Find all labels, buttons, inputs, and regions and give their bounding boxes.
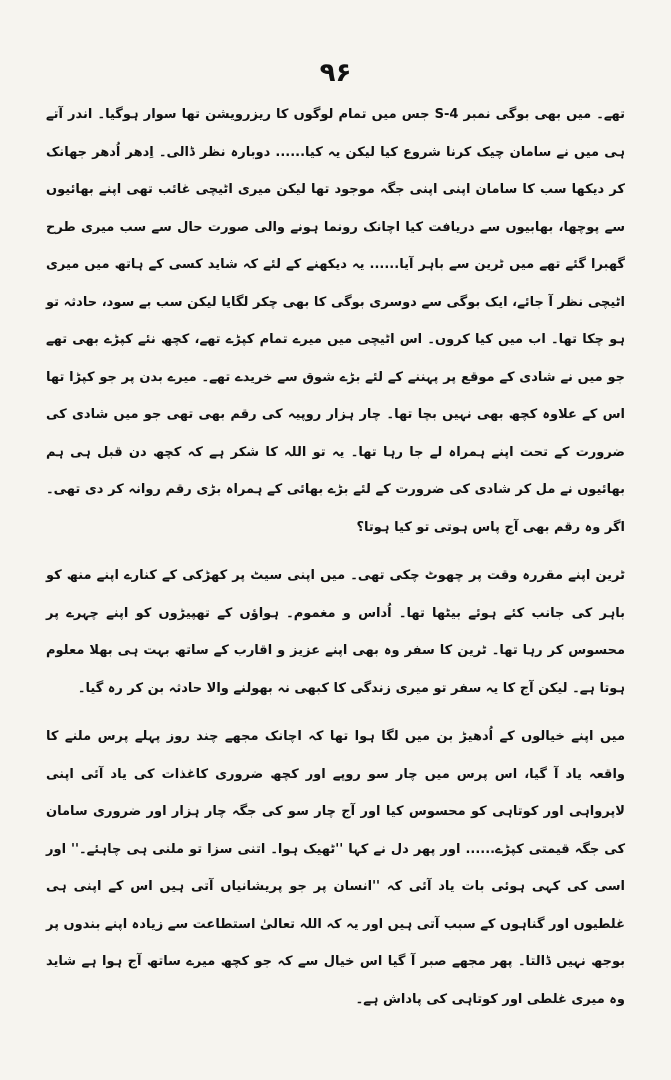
body-text bbox=[46, 96, 625, 1018]
paragraph-2: ٹرین اپنے مقررہ وقت پر چھوٹ چکی تھی۔ میں اپنی سیٹ پر کھڑکی کے کنارے اپنے منھ کو باہر کی جانب کئے ہوئے بیٹھا تھا۔ اُداس و مغموم۔ ہواؤں کے تھپیڑوں کو اپنے چہرے پر محسوس کر رہا تھا۔ ٹرین کا سفر وہ بھی اپنے عزیز و اقارب کے ساتھ بہت ہی بھلا معلوم ہوتا ہے۔ لیکن آج کا یہ سفر تو میری زندگی کا کبھی نہ بھولنے والا حادثہ بن کر رہ گیا۔ bbox=[46, 568, 625, 696]
page-number: ۹۶ bbox=[319, 58, 352, 88]
paragraph-3: میں اپنے خیالوں کے اُدھیڑ بن میں لگا ہوا تھا کہ اچانک مجھے چند روز پہلے پرس ملنے کا واقعہ یاد آ گیا، اس پرس میں چار سو روپے اور کچھ ضروری کاغذات کی یاد آئی اپنی لاپرواہی اور کوتاہی کو محسوس کیا اور آج چار سو کی جگہ چار ہزار اور ضروری سامان کی جگہ قیمتی کپڑے...... اور پھر دل نے کہا ''ٹھیک ہوا۔ اتنی سزا تو ملنی ہی چاہئے۔'' اور اسی کی کہی ہوئی بات یاد آئی کہ ''انسان پر جو پریشانیاں آتی ہیں اس کے اپنی ہی غلطیوں اور گناہوں کے سبب آتی ہیں اور یہ کہ اللہ تعالیٰ استطاعت سے زیادہ اپنے بندوں پر بوجھ نہیں ڈالتا۔ پھر مجھے صبر آ گیا اس خیال سے کہ جو کچھ میرے ساتھ آج ہوا ہے شاید وہ میری غلطی اور کوتاہی کی پاداش ہے۔ bbox=[46, 729, 625, 1007]
paragraph-1: تھے۔ میں بھی بوگی نمبر S-4 جس میں تمام لوگوں کا ریزرویشن تھا سوار ہوگیا۔ اندر آتے ہی میں نے سامان چیک کرنا شروع کیا لیکن یہ کیا...... دوبارہ نظر ڈالی۔ اِدھر اُدھر جھانک کر دیکھا سب کا سامان اپنی اپنی جگہ موجود تھا لیکن میری اٹیچی غائب تھی اپنے بھائیوں سے پوچھا، بھابیوں سے دریافت کیا اچانک رونما ہونے والی صورت حال سے سب میری طرح گھبرا گئے تھے میں ٹرین سے باہر آیا...... یہ دیکھنے کے لئے کہ شاید کسی کے ہاتھ میں میری اٹیچی نظر آ جائے، ایک بوگی سے دوسری بوگی کا بھی چکر لگایا لیکن سب بے سود، حادثہ تو ہو چکا تھا۔ اب میں کیا کروں۔ اس اٹیچی میں میرے تمام کپڑے تھے، کچھ نئے کپڑے بھی تھے جو میں نے شادی کے موقع پر پہننے کے لئے بڑے شوق سے خریدے تھے۔ میرے بدن پر جو کپڑا تھا اس کے علاوہ کچھ بھی نہیں بچا تھا۔ چار ہزار روپیہ کی رقم بھی تھی جو میں شادی کی ضرورت کے تحت اپنے ہمراہ لے جا رہا تھا۔ یہ تو اللہ کا شکر ہے کہ کچھ دن قبل ہی ہم بھائیوں نے مل کر شادی کی ضرورت کے لئے بڑے بھائی کے ہمراہ بڑی رقم روانہ کر دی تھی۔ اگر وہ رقم بھی آج پاس ہوتی تو کیا ہوتا؟ bbox=[46, 107, 625, 535]
